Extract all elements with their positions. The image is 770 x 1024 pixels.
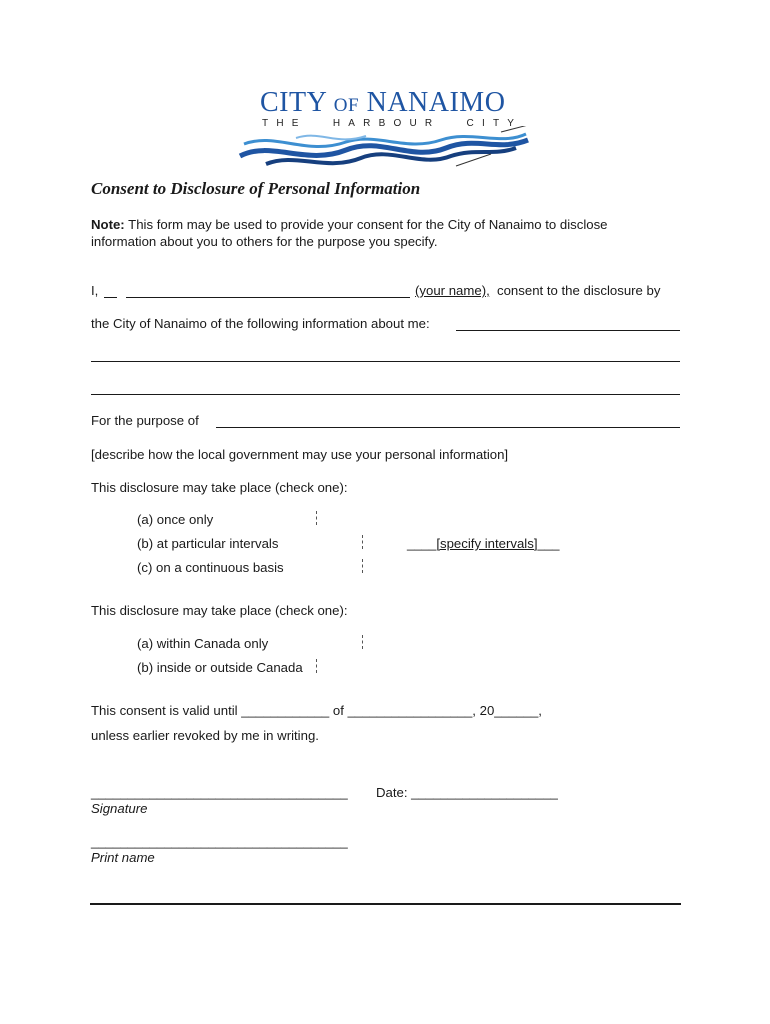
info-field-1[interactable] xyxy=(456,330,680,331)
logo-of-text: OF xyxy=(333,95,360,116)
logo-letter: I xyxy=(481,118,485,129)
revoked-text: unless earlier revoked by me in writing. xyxy=(91,728,319,743)
logo-letter: Y xyxy=(507,118,514,129)
checkbox-particular-intervals[interactable] xyxy=(362,535,363,549)
describe-text: [describe how the local government may use your personal information] xyxy=(91,447,509,462)
logo-city-text: CITY xyxy=(260,87,327,118)
your-name-field[interactable] xyxy=(126,297,410,298)
date-field[interactable]: Date: ____________________ xyxy=(376,785,558,800)
logo-letter: H xyxy=(332,118,341,129)
bottom-divider xyxy=(90,903,681,905)
logo-name-text: NANAIMO xyxy=(366,87,506,118)
specify-intervals-label: [specify intervals] xyxy=(436,536,538,551)
check-one-label-1: This disclosure may take place (check one): xyxy=(91,480,348,495)
specify-intervals-field[interactable]: ____[specify intervals]___ xyxy=(407,536,560,551)
note-label: Note: xyxy=(91,217,125,232)
signature-field[interactable]: ___________________________________ xyxy=(91,785,348,800)
info-field-3[interactable] xyxy=(91,394,680,395)
option-particular-intervals: (b) at particular intervals xyxy=(137,536,279,551)
i-short-blank xyxy=(104,297,117,298)
option-inside-outside-canada: (b) inside or outside Canada xyxy=(137,660,303,675)
consent-suffix: consent to the disclosure by xyxy=(497,283,661,298)
signature-label: Signature xyxy=(91,801,148,816)
checkbox-continuous[interactable] xyxy=(362,559,363,573)
purpose-field[interactable] xyxy=(216,427,680,428)
logo-letter: O xyxy=(393,118,402,129)
valid-until-text: This consent is valid until ____________ of _________________, 20______, xyxy=(91,703,542,718)
check-one-label-2: This disclosure may take place (check one): xyxy=(91,603,348,618)
form-title: Consent to Disclosure of Personal Information xyxy=(91,179,421,198)
logo-letter: T xyxy=(492,118,500,129)
logo-letter: T xyxy=(262,118,269,129)
logo-letter: B xyxy=(378,118,386,129)
logo-title xyxy=(260,88,505,121)
logo-letter: R xyxy=(363,118,371,129)
logo-letter: A xyxy=(348,118,355,129)
print-name-label: Print name xyxy=(91,850,155,865)
option-within-canada: (a) within Canada only xyxy=(137,636,269,651)
logo-letter: U xyxy=(409,118,417,129)
checkbox-inside-outside-canada[interactable] xyxy=(316,659,317,673)
logo-letter: R xyxy=(424,118,433,129)
note-line-1 xyxy=(91,217,608,233)
print-name-field[interactable]: ___________________________________ xyxy=(91,834,348,849)
logo-letter: E xyxy=(291,118,299,129)
note-line-2: information about you to others for the purpose you specify. xyxy=(91,234,438,249)
option-continuous: (c) on a continuous basis xyxy=(137,560,284,575)
your-name-label: (your name), xyxy=(415,283,490,298)
info-field-2[interactable] xyxy=(91,361,680,362)
option-once-only: (a) once only xyxy=(137,512,214,527)
logo-waves-icon xyxy=(236,126,536,172)
following-info-label: the City of Nanaimo of the following information about me: xyxy=(91,316,430,331)
purpose-label: For the purpose of xyxy=(91,413,199,428)
note-text: This form may be used to provide your consent for the City of Nanaimo to disclose xyxy=(128,217,608,232)
checkbox-once-only[interactable] xyxy=(316,511,317,525)
logo-letter: H xyxy=(276,118,284,129)
checkbox-within-canada[interactable] xyxy=(362,635,363,649)
city-logo xyxy=(236,88,536,172)
logo-letter: C xyxy=(466,118,474,129)
i-prefix: I, xyxy=(91,283,99,298)
